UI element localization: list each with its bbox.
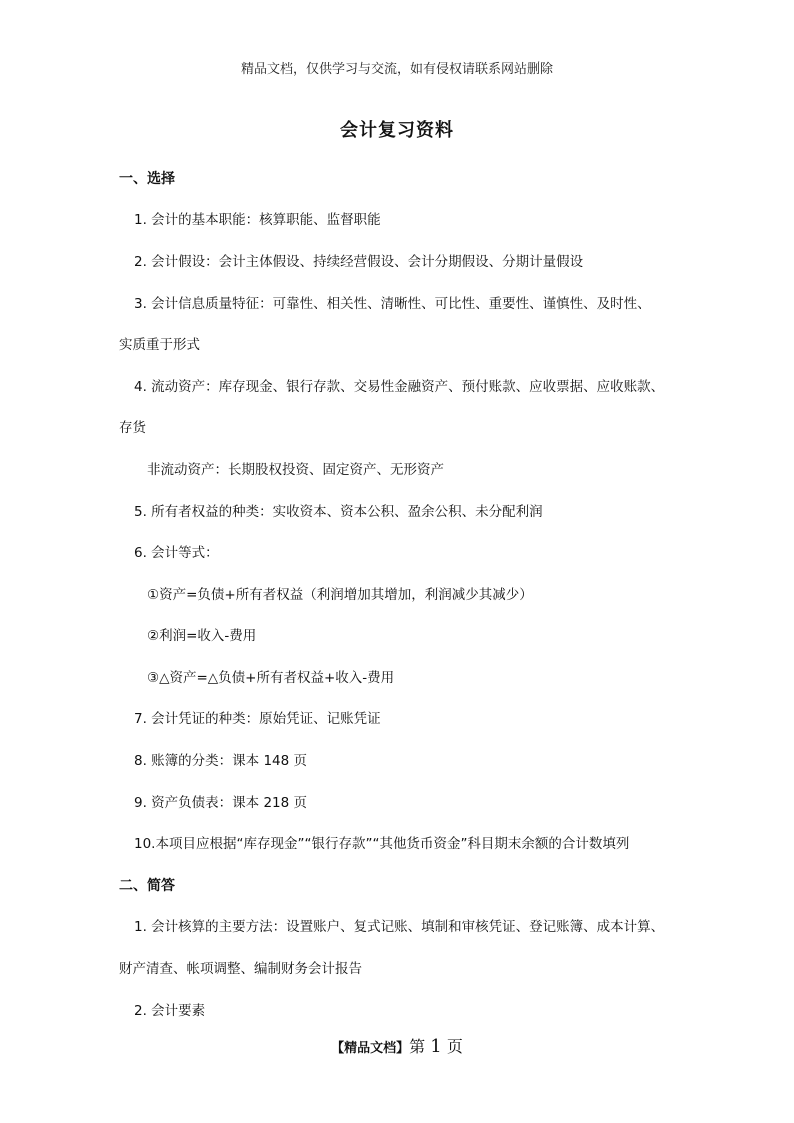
page-suffix: 页 bbox=[446, 1037, 463, 1056]
page-number: 1 bbox=[430, 1036, 442, 1057]
text-line: 10.本项目应根据“库存现金”“银行存款”“其他货币资金”科目期末余额的合计数填列 bbox=[134, 836, 630, 852]
text-line: 2. 会计假设：会计主体假设、持续经营假设、会计分期假设、分期计量假设 bbox=[134, 254, 584, 270]
text-line: ①资产=负债+所有者权益（利润增加其增加，利润减少其减少） bbox=[147, 587, 533, 603]
page-prefix: 第 bbox=[409, 1037, 426, 1056]
text-line: 1. 会计核算的主要方法：设置账户、复式记账、填制和审核凭证、登记账簿、成本计算、 bbox=[134, 919, 665, 935]
page-footer bbox=[0, 1034, 794, 1057]
text-line: ②利润=收入-费用 bbox=[147, 628, 257, 644]
section-heading-short-answer: 二、简答 bbox=[119, 878, 175, 894]
text-line: 2. 会计要素 bbox=[134, 1003, 206, 1019]
document-title: 会计复习资料 bbox=[340, 120, 454, 141]
text-line: 实质重于形式 bbox=[119, 337, 200, 353]
text-line: 8. 账簿的分类：课本 148 页 bbox=[134, 753, 308, 769]
text-line: 9. 资产负债表：课本 218 页 bbox=[134, 795, 308, 811]
section-heading-choice: 一、选择 bbox=[119, 171, 175, 187]
text-line: ③△资产=△负债+所有者权益+收入-费用 bbox=[147, 670, 395, 686]
text-line: 非流动资产：长期股权投资、固定资产、无形资产 bbox=[147, 462, 444, 478]
text-line: 1. 会计的基本职能：核算职能、监督职能 bbox=[134, 212, 381, 228]
text-line: 财产清查、帐项调整、编制财务会计报告 bbox=[119, 961, 362, 977]
watermark-header: 精品文档，仅供学习与交流，如有侵权请联系网站删除 bbox=[240, 62, 553, 77]
text-line: 7. 会计凭证的种类：原始凭证、记账凭证 bbox=[134, 711, 381, 727]
footer-tag: 【精品文档】 bbox=[331, 1041, 410, 1056]
text-line: 5. 所有者权益的种类：实收资本、资本公积、盈余公积、未分配利润 bbox=[134, 504, 543, 520]
text-line: 3. 会计信息质量特征：可靠性、相关性、清晰性、可比性、重要性、谨慎性、及时性、 bbox=[134, 296, 651, 312]
text-line: 4. 流动资产：库存现金、银行存款、交易性金融资产、预付账款、应收票据、应收账款、 bbox=[134, 379, 665, 395]
text-line: 存货 bbox=[119, 420, 146, 436]
text-line: 6. 会计等式： bbox=[134, 545, 219, 561]
